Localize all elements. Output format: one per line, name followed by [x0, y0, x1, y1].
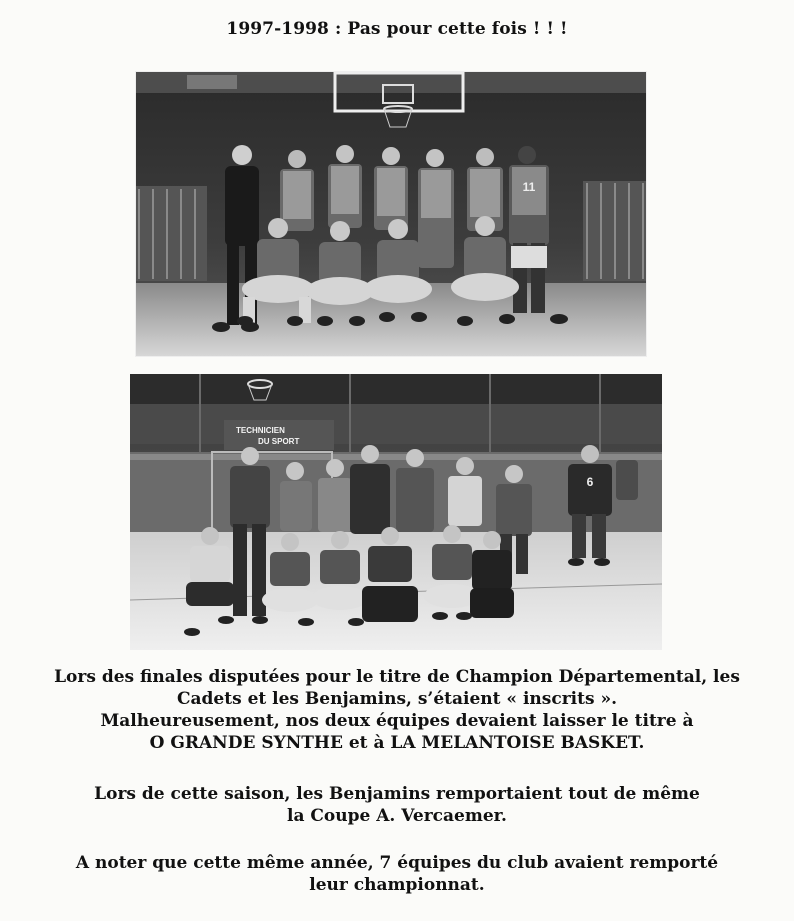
benjamins-team-photo: [130, 374, 662, 650]
jersey-number-text: 11: [522, 180, 536, 194]
text-line: A noter que cette même année, 7 équipes du club avaient remporté: [75, 853, 719, 873]
cadets-team-photo: [135, 71, 647, 357]
sign-line-1: TECHNICIEN: [236, 426, 285, 435]
paragraph-finals: [0, 666, 794, 754]
paragraph-championships: [0, 852, 794, 896]
text-line: Malheureusement, nos deux équipes devaient laisser le titre à: [100, 711, 694, 731]
text-line: leur championnat.: [309, 875, 485, 895]
text-line: la Coupe A. Vercaemer.: [287, 806, 507, 826]
text-line: Lors de cette saison, les Benjamins remportaient tout de même: [94, 784, 700, 804]
paragraph-cup: [0, 783, 794, 827]
text-line: Lors des finales disputées pour le titre de Champion Départemental, les: [54, 667, 740, 687]
text-line: O GRANDE SYNTHE et à LA MELANTOISE BASKET.: [149, 733, 645, 753]
sign-line-2: DU SPORT: [258, 437, 300, 446]
jersey-number-text-2: 6: [586, 475, 594, 489]
page-title: 1997-1998 : Pas pour cette fois ! ! !: [226, 19, 568, 39]
text-line: Cadets et les Benjamins, s’étaient « inscrits ».: [176, 689, 618, 709]
